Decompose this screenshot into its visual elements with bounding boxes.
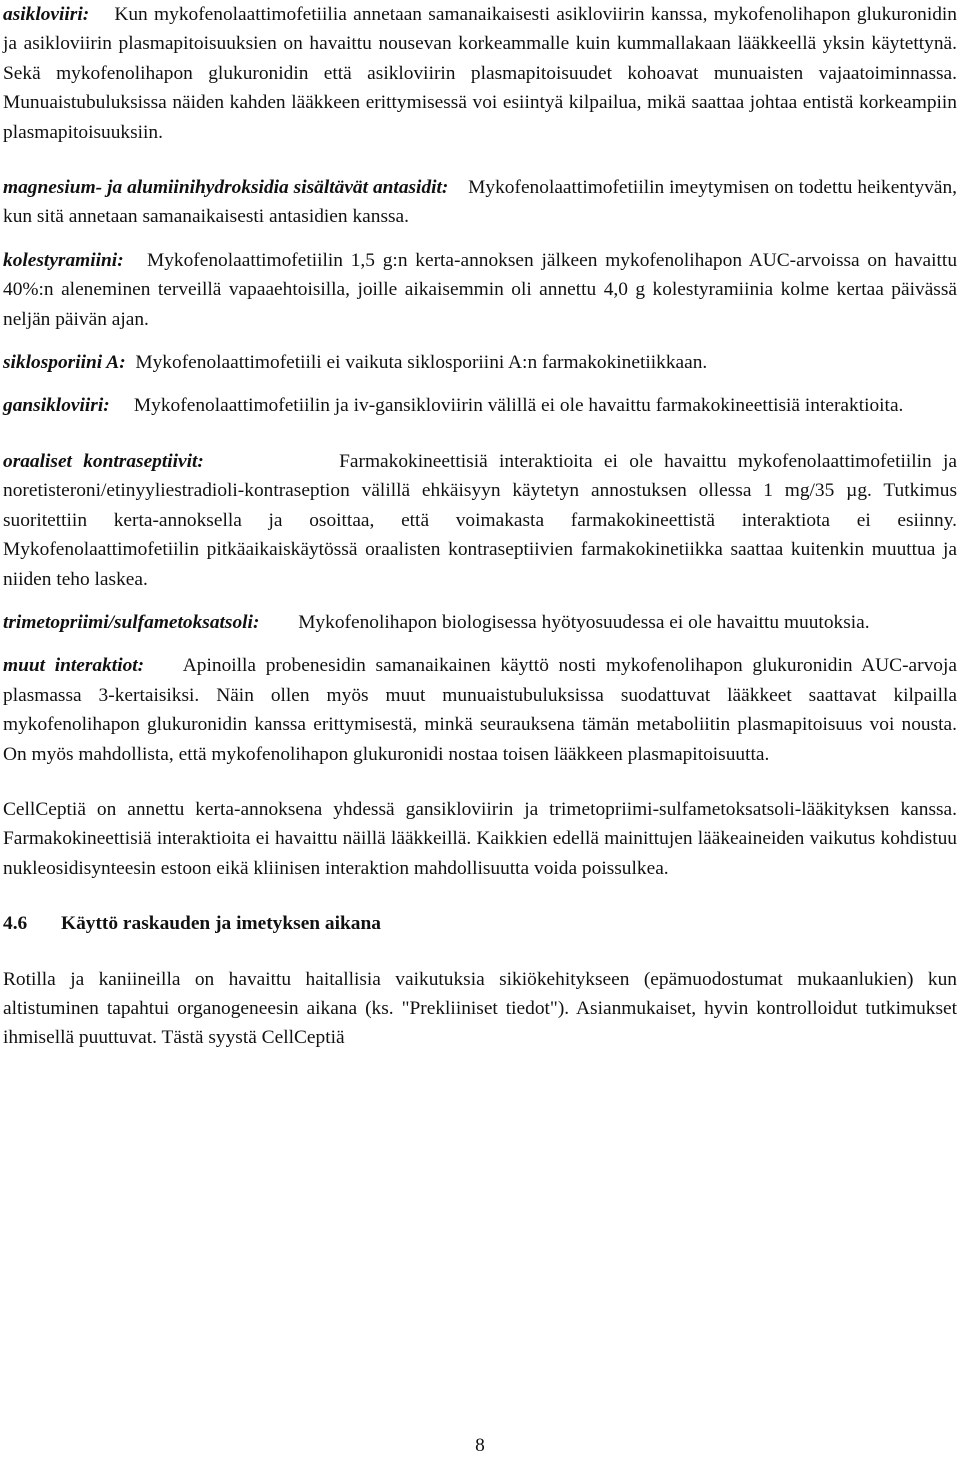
text-kolestyramiini: Mykofenolaattimofetiilin 1,5 g:n kerta-annoksen jälkeen mykofenolihapon AUC-arvoissa on havaittu 40%:n aleneminen terveillä vapaaehtoisilla, joille aikaisemmin oli annettu 4,0 g kolestyramiinia kolme kertaa päivässä neljän päivän ajan. bbox=[3, 249, 958, 330]
paragraph-cellcept bbox=[3, 795, 957, 883]
paragraph-kontraseptiivit bbox=[3, 447, 957, 594]
text-muut-interaktiot: Apinoilla probenesidin samanaikainen käyttö nosti mykofenolihapon glukuronidin AUC-arvoja plasmassa 3-kertaisiksi. Näin ollen myös muut munuaistubuluksissa suodattuvat lääkkeet saattavat kilpailla mykofenolihapon glukuronidin kanssa erittymisestä, minkä seurauksena tämän metaboliitin plasmapitoisuus voi nousta. On myös mahdollista, että mykofenolihapon glukuronidi nostaa toisen lääkkeen plasmapitoisuutta. bbox=[3, 655, 958, 765]
term-antasidit: magnesium- ja alumiinihydroksidia sisältävät antasidit: bbox=[3, 177, 449, 199]
text-cellcept: CellCeptiä on annettu kerta-annoksena yhdessä gansikloviirin ja trimetopriimi-sulfametoksatsoli-lääkityksen kanssa. Farmakokineettisiä interaktioita ei havaittu näillä lääkkeillä. Kaikkien edellä mainittujen lääkeaineiden vaikutus kohdistuu nukleosidisynteesin estoon eikä kliinisen interaktion mahdollisuutta voida poissulkea. bbox=[3, 798, 957, 879]
paragraph-antasidit bbox=[3, 173, 957, 232]
paragraph-gansikloviiri bbox=[3, 391, 957, 420]
section-number: 4.6 bbox=[3, 913, 28, 935]
section-body bbox=[3, 965, 957, 1053]
term-muut-interaktiot: muut interaktiot: bbox=[3, 655, 145, 677]
term-kolestyramiini: kolestyramiini: bbox=[3, 249, 124, 271]
paragraph-trimetopriimi bbox=[3, 608, 957, 637]
text-asikloviiri: Kun mykofenolaattimofetiilia annetaan samanaikaisesti asikloviirin kanssa, mykofenolihapon glukuronidin ja asikloviirin plasmapitoisuuksien on havaittu nousevan korkeammalle kuin kummallakaan lääkkeellä yksin käytettynä. Sekä mykofenolihapon glukuronidin että asikloviirin plasmapitoisuudet kohoavat munuaisten vajaatoiminnassa. Munuaistubuluksissa näiden kahden lääkkeen erittymisessä voi esiintyä kilpailua, mikä saattaa johtaa entistä korkeampiin plasmapitoisuuksiin. bbox=[3, 4, 958, 143]
section-title: Käyttö raskauden ja imetyksen aikana bbox=[61, 913, 381, 935]
term-gansikloviiri: gansikloviiri: bbox=[3, 395, 110, 417]
term-kontraseptiivit: oraaliset kontraseptiivit: bbox=[3, 450, 204, 472]
text-antasidit: Mykofenolaattimofetiilin imeytymisen on todettu heikentyvän, kun sitä annetaan samanaikaisesti antasidien kanssa. bbox=[3, 177, 957, 228]
text-gansikloviiri: Mykofenolaattimofetiilin ja iv-gansikloviirin välillä ei ole havaittu farmakokineettisiä interaktioita. bbox=[133, 395, 904, 417]
page-number: 8 bbox=[475, 1435, 485, 1456]
text-kontraseptiivit: Farmakokineettisiä interaktioita ei ole havaittu mykofenolaattimofetiilin ja noretisteroni/etinyyliestradioli-kontraseption välillä ehkäisyyn käytetyn annostuksen ollessa 1 mg/35 µg. Tutkimus suoritettiin kerta-annoksella ja osoittaa, että voimakasta farmakokineettistä interaktiota ei esiinny. Mykofenolaattimofetiilin pitkäaikaiskäytössä oraalisten kontraseptiivien farmakokinetiikka saattaa kuitenkin muuttua ja niiden teho laskea. bbox=[3, 450, 958, 590]
term-siklosporiini: siklosporiini A: bbox=[3, 352, 126, 374]
paragraph-siklosporiini bbox=[3, 348, 957, 377]
paragraph-asikloviiri bbox=[3, 0, 957, 147]
text-trimetopriimi: Mykofenolihapon biologisessa hyötyosuudessa ei ole havaittu muutoksia. bbox=[298, 611, 870, 633]
term-trimetopriimi: trimetopriimi/sulfametoksatsoli: bbox=[3, 611, 260, 633]
paragraph-kolestyramiini bbox=[3, 246, 957, 334]
section-body-text: Rotilla ja kaniineilla on havaittu haitallisia vaikutuksia sikiökehitykseen (epämuodostumat mukaanlukien) kun altistuminen tapahtui organogeneesin aikana (ks. "Prekliiniset tiedot"). Asianmukaiset, hyvin kontrolloidut tutkimukset ihmisellä puuttuvat. Tästä syystä CellCeptiä bbox=[3, 968, 957, 1049]
term-asikloviiri: asikloviiri: bbox=[3, 4, 90, 25]
text-siklosporiini: Mykofenolaattimofetiili ei vaikuta siklosporiini A:n farmakokinetiikkaan. bbox=[135, 352, 708, 374]
section-heading bbox=[3, 909, 957, 938]
paragraph-muut-interaktiot bbox=[3, 651, 957, 769]
